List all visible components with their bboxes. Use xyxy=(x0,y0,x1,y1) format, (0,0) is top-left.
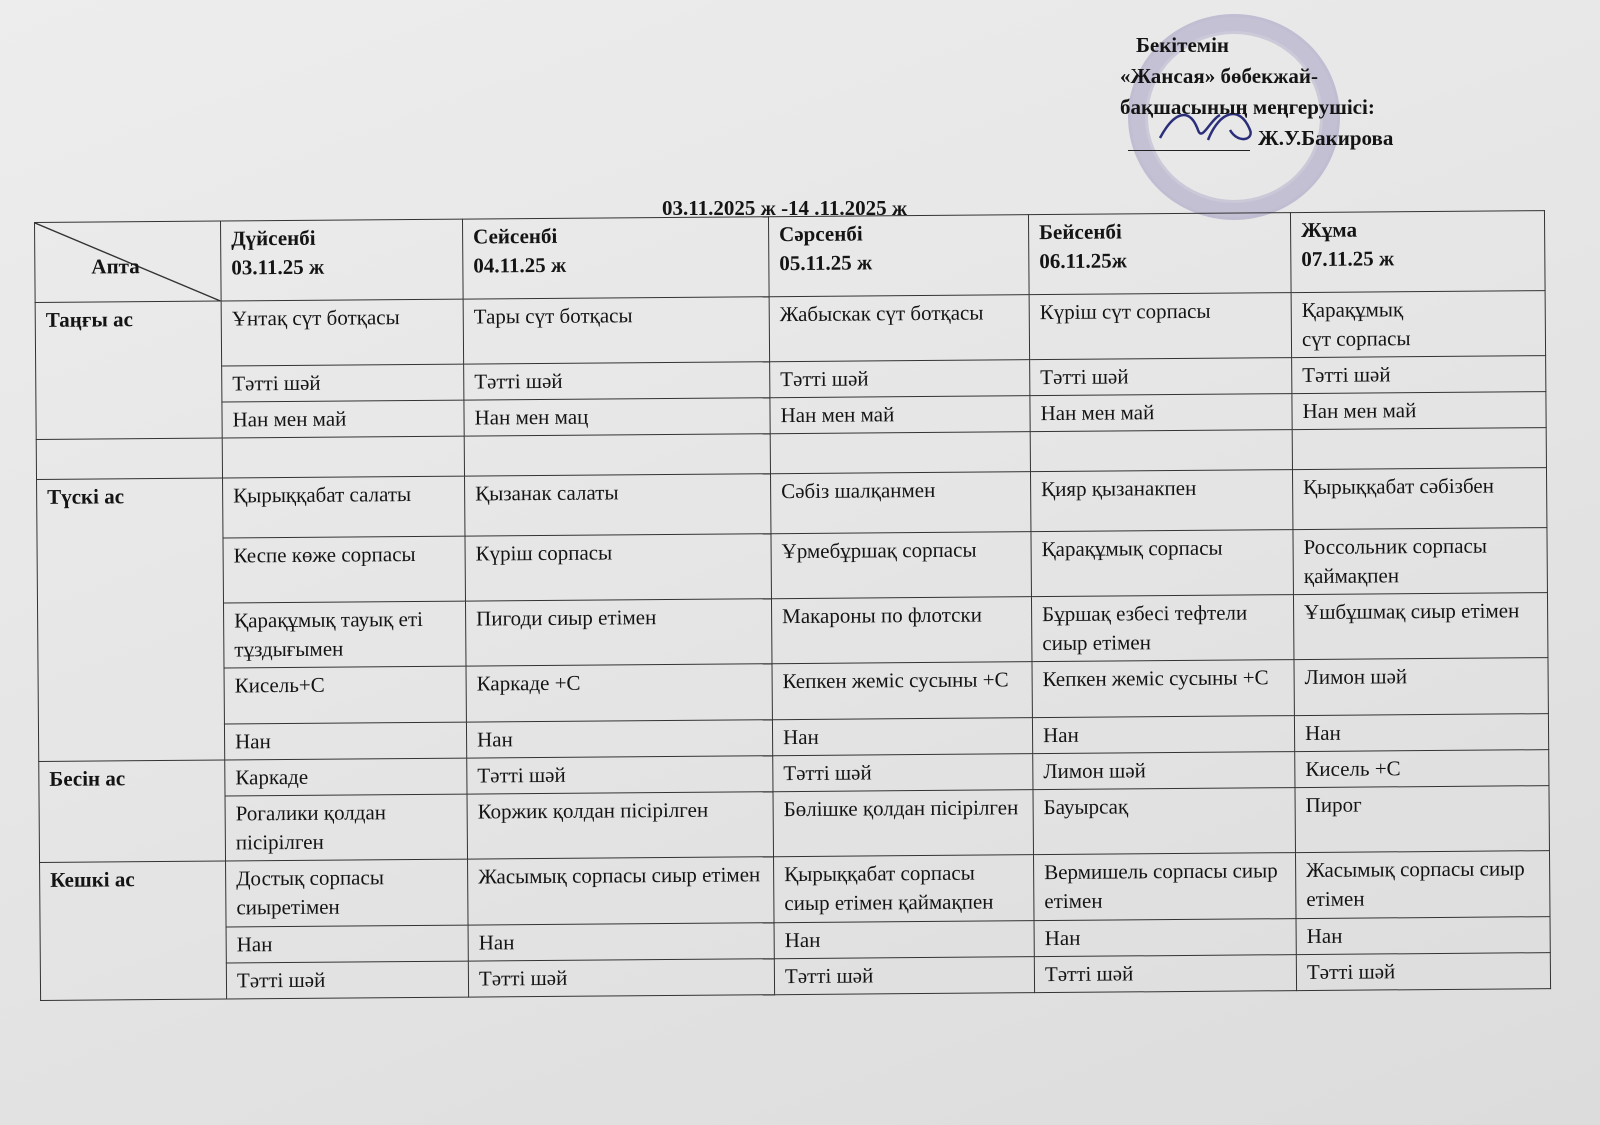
menu-cell xyxy=(770,432,1030,474)
approval-position: бақшасының меңгерушісі: xyxy=(1120,95,1375,119)
menu-cell: Нан xyxy=(1034,919,1296,957)
menu-cell: Тәтті шәй xyxy=(1030,358,1292,396)
weekly-menu-table xyxy=(34,210,1551,1001)
menu-cell: Тары сүт ботқасы xyxy=(463,297,770,364)
approval-block xyxy=(1120,30,1540,154)
approval-org: «Жансая» бөбекжай- xyxy=(1120,64,1318,88)
approval-title: Бекітемін xyxy=(1136,33,1230,57)
menu-cell xyxy=(1292,428,1546,470)
day-header-3: Бейсенбі 06.11.25ж xyxy=(1028,213,1291,295)
table-row xyxy=(39,786,1549,863)
menu-cell: Ұшбұшмақ сиыр етімен xyxy=(1293,593,1548,660)
menu-cell: Қызанак салаты xyxy=(465,474,771,536)
menu-cell: Сәбіз шалқанмен xyxy=(770,472,1030,534)
menu-cell: Нан xyxy=(1294,714,1548,752)
menu-cell: Бұршақ езбесі тефтели сиыр етімен xyxy=(1031,595,1294,662)
day-header-4: Жұма 07.11.25 ж xyxy=(1290,211,1545,293)
menu-cell: Тәтті шәй xyxy=(774,957,1034,995)
empty-meal-cell xyxy=(36,438,222,479)
menu-cell: Пигоди сиыр етімен xyxy=(465,599,772,666)
menu-cell: Нан xyxy=(772,718,1032,756)
menu-cell: Жабыскак сүт ботқасы xyxy=(769,295,1030,362)
meal-label-lunch: Түскі ас xyxy=(37,478,225,761)
menu-cell: Қарақұмық сүт сорпасы xyxy=(1291,291,1546,358)
menu-cell: Кеспе көже сорпасы xyxy=(223,536,466,603)
menu-cell: Тәтті шәй xyxy=(1292,356,1546,394)
menu-cell: Тәтті шәй xyxy=(222,364,464,402)
menu-cell: Ұрмебұршақ сорпасы xyxy=(771,532,1032,599)
menu-cell: Рогалики қолдан пісірілген xyxy=(225,794,468,861)
menu-cell: Пирог xyxy=(1295,786,1550,853)
menu-cell: Қарақұмық тауық еті тұздығымен xyxy=(223,601,466,668)
menu-cell: Нан xyxy=(224,722,466,760)
menu-cell: Нан xyxy=(1296,917,1550,955)
day-header-0: Дүйсенбі 03.11.25 ж xyxy=(220,219,463,301)
menu-cell: Жасымық сорпасы сиыр етімен xyxy=(1295,851,1550,919)
menu-cell: Нан xyxy=(468,923,774,961)
menu-cell: Күріш сорпасы xyxy=(465,534,772,601)
table-row xyxy=(37,528,1547,605)
week-label: Апта xyxy=(91,254,140,279)
menu-cell: Нан xyxy=(1032,716,1294,754)
menu-cell: Тәтті шәй xyxy=(468,959,774,997)
menu-cell: Қырыққабат сорпасы сиыр етімен қаймақпен xyxy=(774,855,1035,923)
menu-cell: Лимон шәй xyxy=(1033,752,1295,790)
menu-cell: Ұнтақ сүт ботқасы xyxy=(221,299,464,366)
meal-label-snack: Бесін ас xyxy=(39,760,226,862)
table-row xyxy=(40,851,1550,929)
menu-cell: Россольник сорпасы қаймақпен xyxy=(1293,528,1548,595)
menu-cell: Тәтті шәй xyxy=(464,362,770,400)
menu-cell: Тәтті шәй xyxy=(1296,953,1550,991)
menu-cell: Коржик қолдан пісірілген xyxy=(467,792,774,859)
menu-cell: Нан мен май xyxy=(770,396,1030,434)
menu-cell: Бауырсақ xyxy=(1033,788,1296,855)
menu-cell: Қырыққабат сәбізбен xyxy=(1292,468,1546,530)
menu-cell: Тәтті шәй xyxy=(467,756,773,794)
menu-cell: Тәтті шәй xyxy=(773,754,1033,792)
day-header-2: Сәрсенбі 05.11.25 ж xyxy=(768,215,1029,297)
table-row xyxy=(35,291,1545,368)
menu-cell: Бөлішке қолдан пісірілген xyxy=(773,790,1034,857)
menu-cell: Нан мен май xyxy=(1292,392,1546,430)
approver-name: Ж.У.Бакирова xyxy=(1258,126,1394,150)
menu-cell xyxy=(1030,430,1292,472)
menu-cell xyxy=(222,436,464,478)
menu-cell: Кепкен жеміс сусыны +С xyxy=(1032,660,1294,718)
menu-cell: Кисель+С xyxy=(224,666,466,724)
menu-cell: Нан xyxy=(774,921,1034,959)
menu-cell: Жасымық сорпасы сиыр етімен xyxy=(468,857,775,925)
menu-cell: Тәтті шәй xyxy=(1034,955,1296,993)
menu-cell: Лимон шәй xyxy=(1294,658,1548,716)
menu-cell: Нан xyxy=(226,925,468,963)
week-corner-cell xyxy=(35,221,222,302)
menu-cell: Вермишель сорпасы сиыр етімен xyxy=(1033,853,1296,921)
menu-cell: Қарақұмық сорпасы xyxy=(1031,530,1294,597)
menu-cell: Нан xyxy=(466,720,772,758)
menu-cell: Қырыққабат салаты xyxy=(223,476,465,538)
menu-cell: Нан мен май xyxy=(1030,394,1292,432)
menu-cell: Тәтті шәй xyxy=(226,961,468,999)
meal-label-dinner: Кешкі ас xyxy=(40,861,227,1000)
menu-cell: Достық сорпасы сиыретімен xyxy=(226,859,469,927)
menu-cell: Күріш сүт сорпасы xyxy=(1029,293,1292,360)
menu-cell: Макароны по флотски xyxy=(771,597,1032,664)
approval-signature-line xyxy=(1120,123,1540,154)
meal-label-breakfast: Таңғы ас xyxy=(35,301,222,439)
menu-cell: Нан мен май xyxy=(222,400,464,438)
menu-cell: Каркаде +С xyxy=(466,664,772,722)
table-row xyxy=(38,593,1548,670)
menu-cell: Тәтті шәй xyxy=(770,360,1030,398)
menu-cell: Кепкен жеміс сусыны +С xyxy=(772,662,1032,720)
menu-cell: Нан мен мац xyxy=(464,398,770,436)
signature-underline xyxy=(1128,150,1250,151)
menu-cell: Қияр қызанакпен xyxy=(1030,470,1292,532)
menu-period: 03.11.2025 ж -14 .11.2025 ж xyxy=(662,196,908,220)
menu-cell xyxy=(464,434,770,476)
day-header-1: Сейсенбі 04.11.25 ж xyxy=(462,217,769,299)
menu-cell: Кисель +С xyxy=(1295,750,1549,788)
menu-cell: Каркаде xyxy=(225,758,467,796)
